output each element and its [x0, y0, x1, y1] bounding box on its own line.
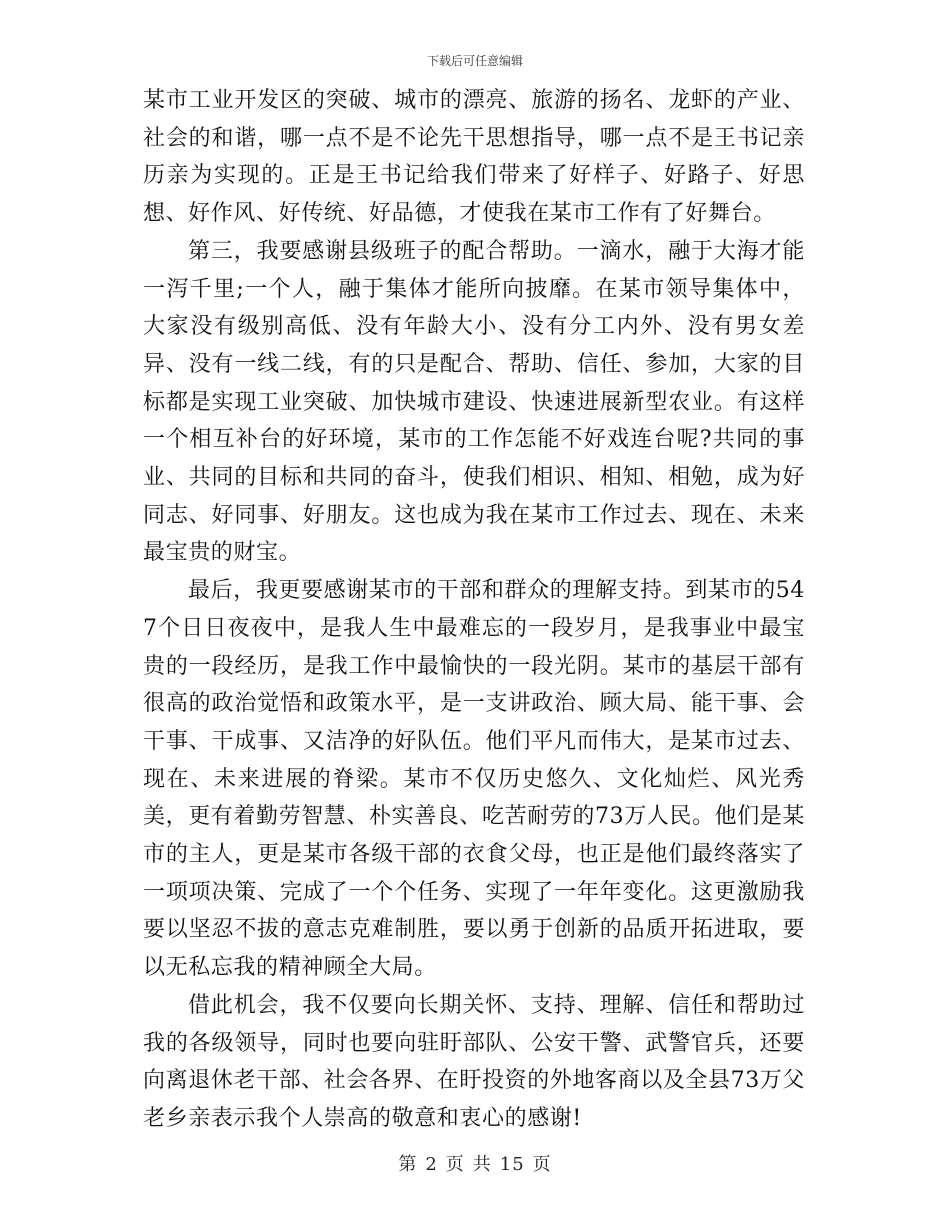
footer-current-page: 2 [425, 1154, 438, 1175]
page-header: 下载后可任意编辑 [426, 54, 523, 68]
footer-suffix: 页 [532, 1154, 552, 1175]
document-body [143, 82, 805, 1138]
footer-total-word: 共 [472, 1154, 492, 1175]
paragraph-2: 第三，我要感谢县级班子的配合帮助。一滴水，融于大海才能一泻千里;一个人，融于集体才能所向披靡。在某市领导集体中，大家没有级别高低、没有年龄大小、没有分工内外、没有男女差异、没有一线二线，有的只是配合、帮助、信任、参加，大家的目标都是实现工业突破、加快城市建设、快速进展新型农业。有这样一个相互补台的好环境，某市的工作怎能不好戏连台呢?共同的事业、共同的目标和共同的奋斗，使我们相识、相知、相勉，成为好同志、好同事、好朋友。这也成为我在某市工作过去、现在、未来最宝贵的财宝。 [143, 238, 805, 566]
page-footer [0, 1154, 950, 1176]
footer-page-word: 页 [445, 1154, 465, 1175]
footer-total-pages: 15 [499, 1154, 525, 1175]
footer-prefix: 第 [398, 1154, 418, 1175]
paragraph-3: 最后，我更要感谢某市的干部和群众的理解支持。到某市的547个日日夜夜中，是我人生中最难忘的一段岁月，是我事业中最宝贵的一段经历，是我工作中最愉快的一段光阴。某市的基层干部有很高的政治觉悟和政策水平，是一支讲政治、顾大局、能干事、会干事、干成事、又洁净的好队伍。他们平凡而伟大，是某市过去、现在、未来进展的脊梁。某市不仅历史悠久、文化灿烂、风光秀美，更有着勤劳智慧、朴实善良、吃苦耐劳的73万人民。他们是某市的主人，更是某市各级干部的衣食父母，也正是他们最终落实了一项项决策、完成了一个个任务、实现了一年年变化。这更激励我要以坚忍不拔的意志克难制胜，要以勇于创新的品质开拓进取，要以无私忘我的精神顾全大局。 [143, 578, 805, 981]
paragraph-1: 某市工业开发区的突破、城市的漂亮、旅游的扬名、龙虾的产业、社会的和谐，哪一点不是不论先干思想指导，哪一点不是王书记亲历亲为实现的。正是王书记给我们带来了好样子、好路子、好思想、好作风、好传统、好品德，才使我在某市工作有了好舞台。 [143, 88, 805, 227]
paragraph-4: 借此机会，我不仅要向长期关怀、支持、理解、信任和帮助过我的各级领导，同时也要向驻盱部队、公安干警、武警官兵，还要向离退休老干部、社会各界、在盱投资的外地客商以及全县73万父老乡亲表示我个人崇高的敬意和衷心的感谢! [143, 992, 805, 1131]
